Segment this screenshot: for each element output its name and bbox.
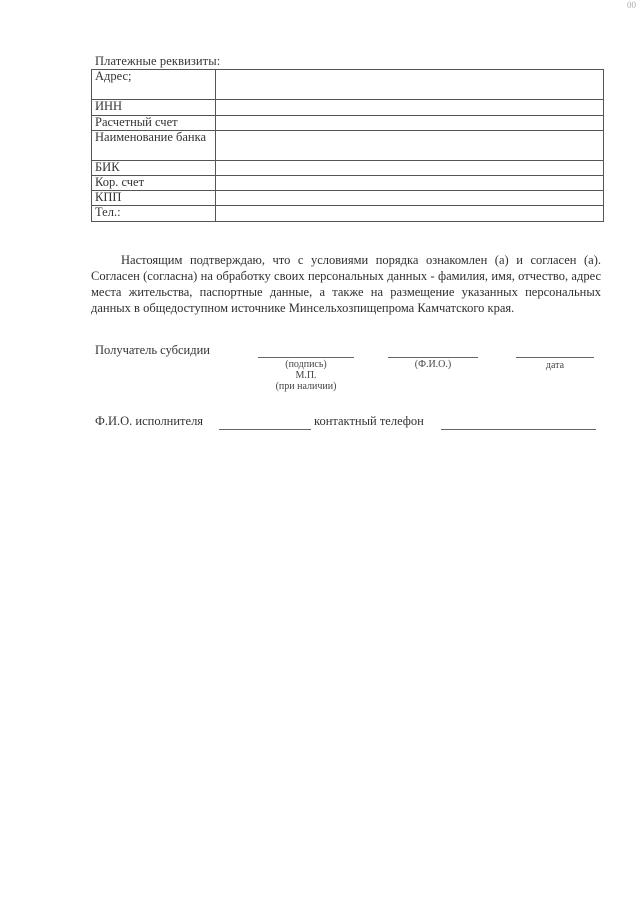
row-label-account: Расчетный счет xyxy=(92,116,216,131)
row-value-account[interactable] xyxy=(216,116,604,131)
name-line[interactable] xyxy=(388,356,478,358)
row-label-bank: Наименование банка xyxy=(92,131,216,161)
row-label-bik: БИК xyxy=(92,161,216,176)
page-corner-mark: 00 xyxy=(627,0,636,10)
row-label-corr-account: Кор. счет xyxy=(92,176,216,191)
table-row xyxy=(92,70,604,100)
payment-details-title: Платежные реквизиты: xyxy=(95,54,221,68)
row-label-address: Адрес; xyxy=(92,70,216,100)
consent-text: Настоящим подтверждаю, что с условиями порядка ознакомлен (а) и согласен (а). Согласен (согласна) на обработку своих персональных данных - фамилия, имя, отчество, адрес места жительства, паспортные данные, а также на размещение указанных персональных данных в общедоступном источнике Минсельхозпищепрома Камчатского края. xyxy=(91,253,601,315)
row-label-inn: ИНН xyxy=(92,100,216,116)
table-row xyxy=(92,206,604,222)
row-value-phone[interactable] xyxy=(216,206,604,222)
row-value-kpp[interactable] xyxy=(216,191,604,206)
row-value-inn[interactable] xyxy=(216,100,604,116)
row-value-corr-account[interactable] xyxy=(216,176,604,191)
row-value-bank[interactable] xyxy=(216,131,604,161)
executor-name-label: Ф.И.О. исполнителя xyxy=(95,414,204,428)
table-row xyxy=(92,100,604,116)
table-row xyxy=(92,191,604,206)
signature-caption: (подпись) xyxy=(285,359,327,370)
row-value-address[interactable] xyxy=(216,70,604,100)
table-row xyxy=(92,176,604,191)
table-row xyxy=(92,161,604,176)
row-label-kpp: КПП xyxy=(92,191,216,206)
executor-name-line[interactable] xyxy=(219,428,311,430)
executor-phone-line[interactable] xyxy=(441,428,596,430)
signature-line[interactable] xyxy=(258,356,354,358)
stamp-note: (при наличии) xyxy=(275,381,337,392)
row-value-bik[interactable] xyxy=(216,161,604,176)
table-row xyxy=(92,131,604,161)
payment-details-table xyxy=(91,69,604,222)
executor-phone-label: контактный телефон xyxy=(314,414,424,428)
row-label-phone: Тел.: xyxy=(92,206,216,222)
table-row xyxy=(92,116,604,131)
date-caption: дата xyxy=(545,360,565,371)
name-caption: (Ф.И.О.) xyxy=(414,359,452,370)
date-line[interactable] xyxy=(516,356,594,358)
stamp-caption: М.П. xyxy=(295,370,317,381)
consent-paragraph xyxy=(91,252,601,316)
recipient-label: Получатель субсидии xyxy=(95,343,210,357)
